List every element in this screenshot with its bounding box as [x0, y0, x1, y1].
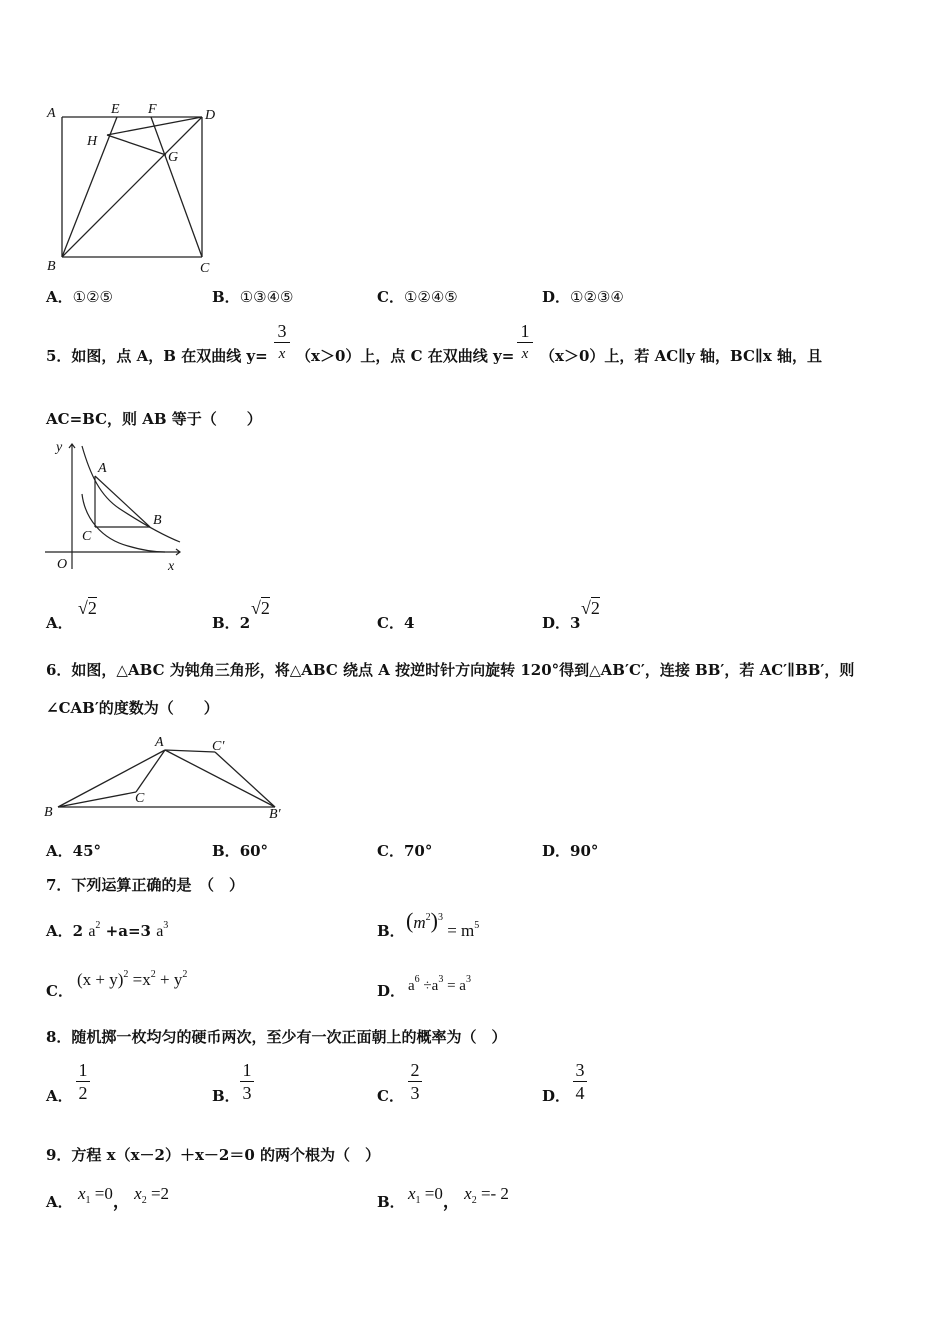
q4-option-a	[46, 286, 113, 307]
q5-label-a: A	[98, 461, 107, 476]
q8-b-den: 3	[242, 1083, 252, 1103]
q8-option-a	[46, 1085, 73, 1106]
q8-option-c-fraction	[408, 1060, 422, 1103]
q8-a-num: 1	[78, 1060, 88, 1080]
q8-option-a-fraction	[76, 1060, 90, 1103]
q6-option-a	[46, 840, 101, 861]
q8-b-num: 1	[242, 1060, 252, 1080]
q7-b-exp5: 5	[474, 920, 480, 931]
q5-option-b	[212, 612, 250, 633]
q7-c-exp2: 2	[182, 969, 188, 980]
q9-b-letter: B．	[377, 1193, 405, 1211]
q7-b-exp-out: 3	[437, 912, 443, 923]
q5-label-x: x	[168, 559, 175, 574]
q7-option-c	[46, 980, 73, 1001]
q6-option-b-letter: B．	[212, 842, 240, 860]
q4-option-d-letter: D．	[542, 288, 571, 306]
q9-b-sub2: 2	[471, 1195, 477, 1206]
q6-label-c-prime: C′	[212, 739, 225, 754]
q6-stem-line1: 6．如图，△ABC 为钝角三角形，将△ABC 绕点 A 按逆时针方向旋转 120°得到△AB′C′，连接 BB′，若 AC′∥BB′，则	[46, 661, 855, 679]
q4-option-b-text: ①③④⑤	[239, 290, 294, 306]
q9-a-v1: =0	[94, 1184, 113, 1203]
q6-label-b: B	[44, 805, 53, 820]
q5-stem-line2: AC=BC，则 AB 等于（ ）	[46, 410, 262, 428]
q7-a-exp2: 3	[163, 920, 169, 931]
q5-frac2-num: 1	[520, 321, 530, 341]
q5-fraction-1-over-x	[517, 321, 533, 364]
q4-option-d-text: ①②③④	[570, 290, 624, 306]
q7-a-exp1: 2	[95, 920, 101, 931]
q6-option-a-letter: A．	[46, 842, 73, 860]
q7-d-letter: D．	[377, 982, 406, 1000]
q6-label-a: A	[155, 735, 164, 750]
q7-c-eq: =x	[132, 970, 151, 989]
q8-stem: 8．随机掷一枚均匀的硬币两次，至少有一次正面朝上的概率为（ ）	[46, 1028, 507, 1046]
q6-option-c-letter: C．	[377, 842, 404, 860]
q6-option-d	[542, 840, 598, 861]
q4-square-figure	[40, 98, 230, 278]
q9-option-a	[46, 1191, 73, 1212]
q9-a-v2: =2	[150, 1184, 170, 1203]
q7-a-p1: 2	[72, 922, 84, 940]
q9-b-comma: ，	[442, 1192, 460, 1211]
q8-c-den: 3	[410, 1083, 420, 1103]
q7-a-var2: a	[156, 923, 164, 940]
q9-b-x1: x	[408, 1184, 416, 1203]
q4-label-c: C	[200, 261, 210, 276]
q5-option-a-letter: A．	[46, 614, 73, 632]
q5-stem-part2: （x＞0）上，点 C 在双曲线 y=	[296, 347, 515, 365]
q9-a-x1: x	[78, 1184, 86, 1203]
q4-label-g: G	[168, 150, 179, 165]
q9-a-comma: ，	[112, 1192, 130, 1211]
q8-option-d-fraction	[573, 1060, 587, 1103]
q7-d-exp2: 3	[438, 974, 444, 985]
q7-a-letter: A．	[46, 922, 73, 940]
q9-a-sub1: 1	[85, 1195, 91, 1206]
q8-option-c-letter: C．	[377, 1087, 404, 1105]
q5-frac2-den: x	[521, 346, 529, 362]
q5-option-b-radical: √2	[251, 598, 270, 618]
q9-a-letter: A．	[46, 1193, 73, 1211]
q8-option-b-letter: B．	[212, 1087, 240, 1105]
q5-frac1-bar	[274, 342, 290, 343]
q9-a-sub2: 2	[141, 1195, 147, 1206]
q5-option-b-letter: B．	[212, 614, 240, 632]
q9-option-a-expr	[78, 1179, 170, 1211]
q7-a-p2: +a=3	[105, 922, 151, 940]
q8-option-b-fraction	[240, 1060, 254, 1103]
q7-a-var1: a	[88, 923, 96, 940]
q5-hyperbola-figure	[40, 434, 190, 579]
q5-option-b-radicand: 2	[260, 598, 270, 618]
q4-option-c	[377, 286, 458, 307]
q7-b-m2: m	[461, 921, 475, 940]
q9-stem: 9．方程 x（x－2）＋x－2＝0 的两个根为（ ）	[46, 1146, 381, 1164]
q5-option-c-text: 4	[403, 614, 415, 632]
q5-option-d-coef: 3	[570, 614, 581, 632]
q4-label-h: H	[87, 134, 98, 149]
q5-option-d-radical: √2	[581, 598, 600, 618]
q9-b-x2: x	[464, 1184, 472, 1203]
q5-option-d-radicand: 2	[590, 598, 600, 618]
q7-option-a	[46, 920, 168, 941]
q7-option-d	[377, 980, 405, 1001]
q6-option-b-text: 60°	[239, 842, 269, 860]
q8-option-c	[377, 1085, 404, 1106]
q8-option-b	[212, 1085, 240, 1106]
q6-option-c	[377, 840, 432, 861]
q7-option-b	[377, 920, 405, 941]
q5-frac1-den: x	[278, 346, 286, 362]
q4-label-a: A	[47, 106, 56, 121]
q6-option-b	[212, 840, 268, 861]
q5-option-c	[377, 612, 414, 633]
q9-b-v1: =0	[424, 1184, 443, 1203]
q6-label-c: C	[135, 791, 145, 806]
q5-stem-part3: （x＞0）上，若 AC∥y 轴，BC∥x 轴，且	[540, 347, 823, 365]
q7-d-div: ÷a	[423, 978, 439, 994]
q7-b-eq: =	[447, 921, 457, 940]
q6-option-d-text: 90°	[570, 842, 599, 860]
q7-option-c-expr	[77, 970, 187, 990]
q7-b-exp-in: 2	[425, 912, 431, 923]
q5-option-c-letter: C．	[377, 614, 404, 632]
q7-d-a1: a	[408, 978, 415, 994]
q9-option-b-expr	[408, 1179, 509, 1211]
q6-label-b-prime: B′	[269, 807, 281, 822]
q4-option-a-text: ①②⑤	[72, 290, 113, 306]
q8-option-d-letter: D．	[542, 1087, 571, 1105]
q5-label-c: C	[82, 529, 92, 544]
q9-b-sub1: 1	[415, 1195, 421, 1206]
q5-label-b: B	[153, 513, 162, 528]
q6-stem-line2: ∠CAB′的度数为（ ）	[46, 699, 219, 717]
q8-option-a-letter: A．	[46, 1087, 73, 1105]
q9-option-b	[377, 1191, 405, 1212]
q7-b-letter: B．	[377, 922, 405, 940]
q4-label-b: B	[47, 259, 56, 274]
q5-frac2-bar	[517, 342, 533, 343]
q5-option-a-radicand: 2	[87, 598, 97, 618]
q7-c-letter: C．	[46, 982, 73, 1000]
q6-option-c-text: 70°	[403, 842, 433, 860]
q5-stem-part1: 5．如图，点 A，B 在双曲线 y=	[46, 347, 268, 365]
q4-label-e: E	[111, 102, 120, 117]
q4-option-b	[212, 286, 293, 307]
q4-option-a-letter: A．	[46, 288, 73, 306]
q5-option-a	[46, 612, 73, 633]
q5-label-o: O	[57, 557, 68, 572]
q8-d-num: 3	[575, 1060, 585, 1080]
q8-option-d	[542, 1085, 570, 1106]
q5-option-d-letter: D．	[542, 614, 571, 632]
q7-b-m: m	[413, 913, 426, 932]
q7-c-lhs: (x + y)	[77, 970, 124, 989]
q7-option-b-expr: $(m^2)^3 = m5$	[406, 908, 480, 940]
q5-option-b-coef: 2	[239, 614, 251, 632]
q4-label-d: D	[205, 108, 216, 123]
q5-fraction-3-over-x	[274, 321, 290, 364]
q6-option-a-text: 45°	[72, 842, 102, 860]
q4-option-d	[542, 286, 624, 307]
q7-d-exp1: 6	[414, 974, 420, 985]
q4-option-b-letter: B．	[212, 288, 240, 306]
q7-c-exp1: 2	[150, 969, 156, 980]
q7-d-exp3: 3	[465, 974, 471, 985]
q7-d-eq: = a	[447, 978, 466, 994]
q8-d-den: 4	[575, 1083, 585, 1103]
q5-label-y: y	[56, 440, 63, 455]
q8-a-den: 2	[78, 1083, 88, 1103]
q9-a-x2: x	[134, 1184, 142, 1203]
q6-option-d-letter: D．	[542, 842, 571, 860]
q4-label-f: F	[148, 102, 157, 117]
q7-stem: 7．下列运算正确的是 （ ）	[46, 876, 244, 894]
q7-option-d-expr	[408, 974, 471, 995]
q9-b-v2: =- 2	[480, 1184, 509, 1203]
q8-c-num: 2	[410, 1060, 420, 1080]
q4-option-c-letter: C．	[377, 288, 404, 306]
q5-option-a-radical: √2	[78, 598, 97, 618]
q7-c-exp: 2	[123, 969, 129, 980]
q6-triangle-figure	[40, 730, 290, 825]
q5-option-d	[542, 612, 580, 633]
q4-option-c-text: ①②④⑤	[403, 290, 458, 306]
q5-frac1-num: 3	[277, 321, 287, 341]
q7-c-plus: + y	[155, 970, 183, 989]
